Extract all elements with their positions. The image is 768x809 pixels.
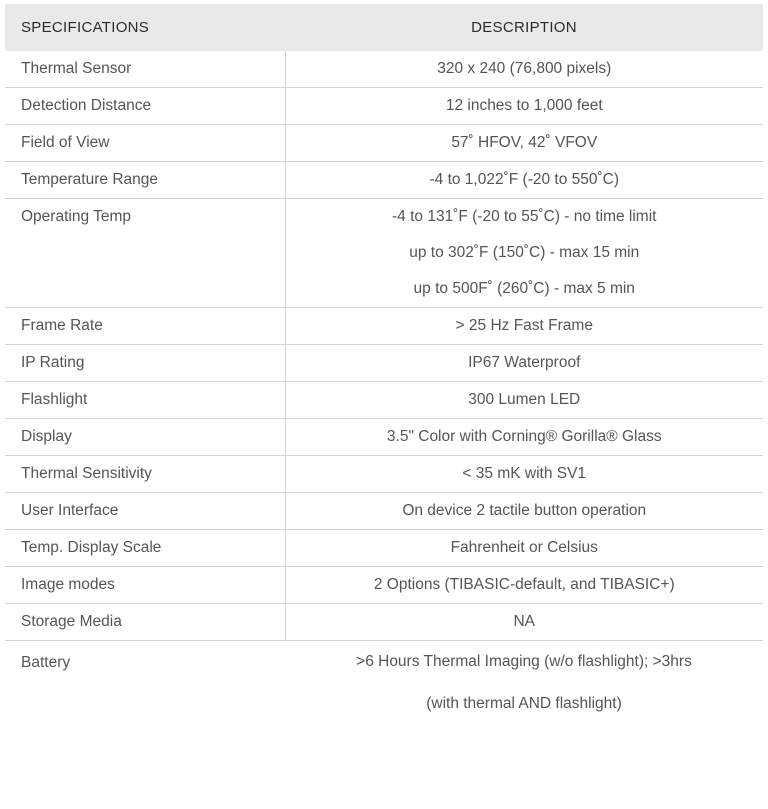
spec-value-line: -4 to 1,022˚F (-20 to 550˚C) <box>429 171 620 188</box>
spec-value-line: > 25 Hz Fast Frame <box>455 317 593 334</box>
table-row-frame-rate <box>5 308 763 345</box>
table-row-operating-temp <box>5 199 763 308</box>
table-row-image-modes <box>5 567 763 604</box>
header-row <box>5 4 763 51</box>
spec-label: Frame Rate <box>5 308 285 345</box>
spec-value-line: Fahrenheit or Celsius <box>450 539 598 556</box>
spec-value-line: NA <box>513 613 536 630</box>
spec-value <box>285 162 763 199</box>
table-row-thermal-sensor <box>5 51 763 88</box>
spec-value <box>285 51 763 88</box>
spec-label: Operating Temp <box>5 199 285 308</box>
header-description: DESCRIPTION <box>285 4 763 51</box>
spec-value-line: >6 Hours Thermal Imaging (w/o flashlight); >3hrs <box>356 653 692 670</box>
spec-label: IP Rating <box>5 345 285 382</box>
spec-value <box>285 308 763 345</box>
table-row-temp-display-scale <box>5 530 763 567</box>
table-row-detection-distance <box>5 88 763 125</box>
spec-value-line: 300 Lumen LED <box>468 391 581 408</box>
spec-value <box>285 641 763 726</box>
spec-value-line: 3.5" Color with Corning® Gorilla® Glass <box>386 428 662 445</box>
spec-label: Storage Media <box>5 604 285 641</box>
spec-value-line: up to 500F˚ (260˚C) - max 5 min <box>413 280 635 297</box>
spec-value-line: 320 x 240 (76,800 pixels) <box>437 60 612 77</box>
spec-value-line: 57˚ HFOV, 42˚ VFOV <box>451 134 598 151</box>
spec-value <box>285 419 763 456</box>
spec-value-line: < 35 mK with SV1 <box>462 465 587 482</box>
spec-value <box>285 493 763 530</box>
spec-value-line: (with thermal AND flashlight) <box>426 695 622 712</box>
spec-label: Temp. Display Scale <box>5 530 285 567</box>
header-specifications: SPECIFICATIONS <box>5 4 285 51</box>
spec-value-line: 2 Options (TIBASIC-default, and TIBASIC+) <box>373 576 675 593</box>
table-row-battery <box>5 641 763 726</box>
spec-label: User Interface <box>5 493 285 530</box>
spec-value-line: 12 inches to 1,000 feet <box>445 97 603 114</box>
spec-label: Thermal Sensor <box>5 51 285 88</box>
spec-value <box>285 567 763 604</box>
spec-label: Field of View <box>5 125 285 162</box>
spec-value <box>285 88 763 125</box>
spec-value <box>285 125 763 162</box>
specifications-table <box>5 4 763 725</box>
table-row-thermal-sensitivity <box>5 456 763 493</box>
spec-label: Image modes <box>5 567 285 604</box>
spec-label: Detection Distance <box>5 88 285 125</box>
table-header <box>5 4 763 51</box>
table-row-user-interface <box>5 493 763 530</box>
table-row-ip-rating <box>5 345 763 382</box>
spec-value-line: On device 2 tactile button operation <box>402 502 647 519</box>
table-row-display <box>5 419 763 456</box>
table-body <box>5 51 763 725</box>
table-row-storage-media <box>5 604 763 641</box>
spec-value-line: up to 302˚F (150˚C) - max 15 min <box>409 244 640 261</box>
spec-label: Battery <box>21 654 71 671</box>
spec-label: Display <box>5 419 285 456</box>
spec-label: Thermal Sensitivity <box>5 456 285 493</box>
spec-value <box>285 199 763 308</box>
spec-label: Temperature Range <box>5 162 285 199</box>
table-row-field-of-view <box>5 125 763 162</box>
spec-value <box>285 382 763 419</box>
spec-value <box>285 456 763 493</box>
spec-value-line: IP67 Waterproof <box>468 354 581 371</box>
table-row-temperature-range <box>5 162 763 199</box>
spec-label: Flashlight <box>5 382 285 419</box>
spec-value <box>285 345 763 382</box>
spec-value <box>285 530 763 567</box>
spec-value <box>285 604 763 641</box>
spec-value-line: -4 to 131˚F (-20 to 55˚C) - no time limit <box>392 208 657 225</box>
table-row-flashlight <box>5 382 763 419</box>
